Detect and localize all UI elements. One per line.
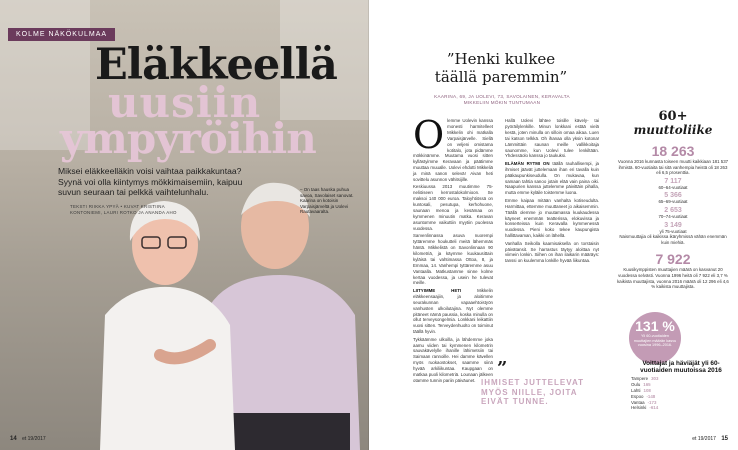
- page-footer-right: [692, 436, 728, 442]
- stat-value: 18 263: [651, 143, 695, 159]
- page-number: 14: [10, 436, 17, 442]
- stat-text: Vuonna 2016 kunnasta toiseen muutti kaikkiaan 181 537 ihmistä. 60-vuotiaita tai sitä vanhempia heistä oli 18 263 eli 6,5 prosenttia.: [617, 159, 729, 176]
- paragraph: Vanhalla Seikolla kaarnisaksella on torstaisin päivätansit. Se harrastus täytyy aloittaa nyt viimein lonkin. Siihen on ihan ilaikarin määräys: tanssi on kuulemma lonkille hyvää liikuntaa.: [505, 240, 599, 264]
- text-column-1: [413, 113, 493, 385]
- sidebar-title: 60+: [658, 109, 688, 124]
- man-trousers: [220, 413, 350, 450]
- age-group-value: 5 366: [664, 192, 682, 200]
- text-column-2: [505, 118, 599, 266]
- age-group-value: 3 149: [664, 221, 682, 229]
- paragraph: Keskiuussa 2013 muutimme 75-neliöiseen kerrostalokolmioon. Se maksoi 140 000 euroa. Taloyhtiössä on kuntosali, pesutupa, kerhohuone, saunaan menoa ja kesämaa on kymmenen minuutin matka. Keravan asuntomme vaikuttiin myytiin puolessa vuodessa.: [413, 184, 493, 231]
- stat-text-2: Kuusikymppisten muuttajien määrä on kasvanut 20 vuodessa selvästi. Vuonna 1996 heitä oli 7 922 eli 3,7 % kaikista muuttajista, vuonna 2016 määrä oli 12 296 eli 4,6 % kaikista muuttajista.: [617, 267, 729, 290]
- issue-label: et 19/2017: [22, 436, 46, 442]
- paragraph: Emme kaipaa mitään vanhalta kotiseudulta. Harmittaa, ettemme muuttaneet jo aikaisemmin. Täällä olemme jo muutamassa kuukaudessa käyneet enemmän teatterissa, elokuvissa ja konserteissa kuin Keravalla kymmenessä vuodessa. Pieni koko tekee kaupungista hallittavaman, kaikki on lähellä.: [505, 197, 599, 239]
- paragraph: ELÄMÄN RYTMI ON täällä rauhallisempi, ja ihmiset jäävät juttelemaan ihan eri tavalla kuin pääkaupunkiseudulla. On mukavaa, kun samaan tahtia sanoo jotain elää vain paina oiki. Naapurien kanssa juttelemme päivittäin pihalla, mutta emme kyläile toistemme luona.: [505, 160, 599, 196]
- age-group-list: [617, 178, 729, 234]
- growth-percent: 131 %: [635, 318, 675, 334]
- paragraph: LIITYIMME HETI Mikkelin eläkkeensaajiin, ja aloitimme seurakunnan vapaaehtoistyön vanhusten ulkoilutajina. Nyt olemme pitäneet nämä paussia, koska minulla on ollut terveysongelmia. Lonkkani leikattiin vuosi sitten. Terveydenhuolto on toiminut täällä hyvin.: [413, 287, 493, 335]
- article-byline: KAARINA, 69, JA UOLEVI, 73, SAVOLAINEN, KERAVALTA MIKKELIIN MÖKIN TUNTUMAAN: [434, 94, 570, 105]
- stats-sidebar: [617, 110, 729, 290]
- right-page: [369, 0, 738, 450]
- lead-paragraph: Miksei eläkkeelläkin voisi vaihtaa paikkakuntaa? Syynä voi olla kiintymys mökkimaisemiin, kaipuu suvun seuraan tai pelkkä vaihtelunhalu.: [58, 166, 243, 197]
- sidebar-note: Naismuuttajia oli kaikissa ikäryhmissä vähän enemmän kuin miehiä.: [619, 234, 727, 245]
- paragraph: Hallä Uolevi lähtee toisille kävely- tai pyöräilylenkille. Minun lonkkani estää vielä kestä, joten minulla on silloin omaa aikaa. Luen tai katson telkkä. Oh ihanaa olla yksin kotona! Lämmittäin saunan meille vallikkoitaja saunomme, kun Uolevi tulee lenkiltään. Yhdessäolo kanssa jo taukuksi.: [505, 118, 599, 159]
- stat-value-2: 7 922: [655, 251, 691, 268]
- drop-cap: O: [413, 113, 445, 157]
- quote-mark: ”: [497, 358, 508, 379]
- winners-losers-list: [631, 360, 731, 411]
- page-footer-left: [10, 436, 46, 442]
- headline-line-1: Eläkkeellä: [95, 40, 337, 90]
- list-item: Helsinki -614: [631, 405, 659, 411]
- growth-circle: [629, 312, 681, 364]
- section-kicker: KOLME NÄKÖKULMAA: [8, 28, 115, 41]
- couple-photo: [60, 175, 360, 450]
- list-item: Tampere 303: [631, 376, 659, 382]
- growth-text: Yli 60-vuotiaiden muuttajien määrän kasvu vuosina 1996–2016.: [633, 334, 677, 348]
- age-group-label: 60–64-vuotiaat: [658, 184, 688, 190]
- paragraph: Olemme Uolevin kanssa monesti harmitelleet Mikkelin ohi matkalla Varpaisjärvelle. Siellä on veljeni omistama kotitalo, jota pidämme mökkinämme. Muutama vuosi sitten kyllästyimme Keravaan ja päätimme muuttaa muualle. Uolevi ehdotti Mikkeliä ja minä sanon selevä! Aivan heti sovittelu asunnon vähitsijille.: [413, 113, 493, 183]
- paragraph: Tykkäämme ulkoilla, ja lähdemme joka aamu viiden tai kymmenen kilometrin sauvakävelylle ihanille lähimetsiin tai Saimaan rannoille. Hei damme kävellen myös ruokaostokset, saamme siinä hyvää arkiliikuntaa. Kaupgaan on matkaa puoli kilometriä. Lounaan jälkeen otamme tunnin pariin päiväunet.: [413, 336, 493, 383]
- pull-quote: IHMISET JUTTELEVAT MYÖS NIILLE, JOITA EIVÄT TUNNE.: [481, 378, 585, 406]
- author-credits: TEKSTI RIIKKA YPYÄ • KUVAT KRISTIINA KONTONIEMI, LAURI ROTKO JA ANANDA AHO: [70, 204, 177, 215]
- article-headline: ”Henki kulkee täällä paremmin”: [434, 50, 568, 86]
- list-item: Oulu 165: [631, 382, 651, 388]
- list-title: Voittajat ja häviäjät yli 60-vuotiaiden muutoissa 2016: [640, 360, 722, 375]
- headline-line-2: uusiin: [108, 78, 262, 127]
- paragraph: Sarvenlinnassa asuva nuorempi tyttäremme houkutteli meitä lähemmäs häntä. Mikkelistä on Savonlinnaan 90 kilometriä, ja käymme kuukausittain kyläisä tai vahtimassa Ottoa, 8, ja Emmaa, 14. Vanhempi tyttäremme asuu Vantaalla. Matkustamme sinne kolme kertaa vuodessa, ja usein he tulevat meille.: [413, 233, 493, 286]
- issue-label: et 19/2017: [692, 436, 716, 442]
- photo-caption: – On taas hauska puhua savoa, Savolaiset sanovat. Kaarina on kotoisin Varpaisjärveltä ja Uolevi Rautavaaralta.: [300, 187, 354, 215]
- woman-blouse: [100, 287, 235, 450]
- headline-line-3: ympyröihin: [60, 114, 316, 163]
- list-item: Vantaa -173: [631, 399, 657, 405]
- list-item: Lahti 108: [631, 388, 651, 393]
- age-group-value: 7 117: [664, 177, 682, 185]
- page-number: 15: [721, 436, 728, 442]
- sidebar-subtitle: muuttoliike: [633, 123, 713, 137]
- age-group-label: 70–74-vuotiaat: [658, 213, 688, 219]
- age-group-value: 2 653: [664, 206, 682, 214]
- age-group-label: yli 75-vuotiaat: [659, 228, 687, 234]
- age-group-label: 65–69-vuotiaat: [658, 199, 688, 205]
- list-item: Espoo -148: [631, 393, 656, 399]
